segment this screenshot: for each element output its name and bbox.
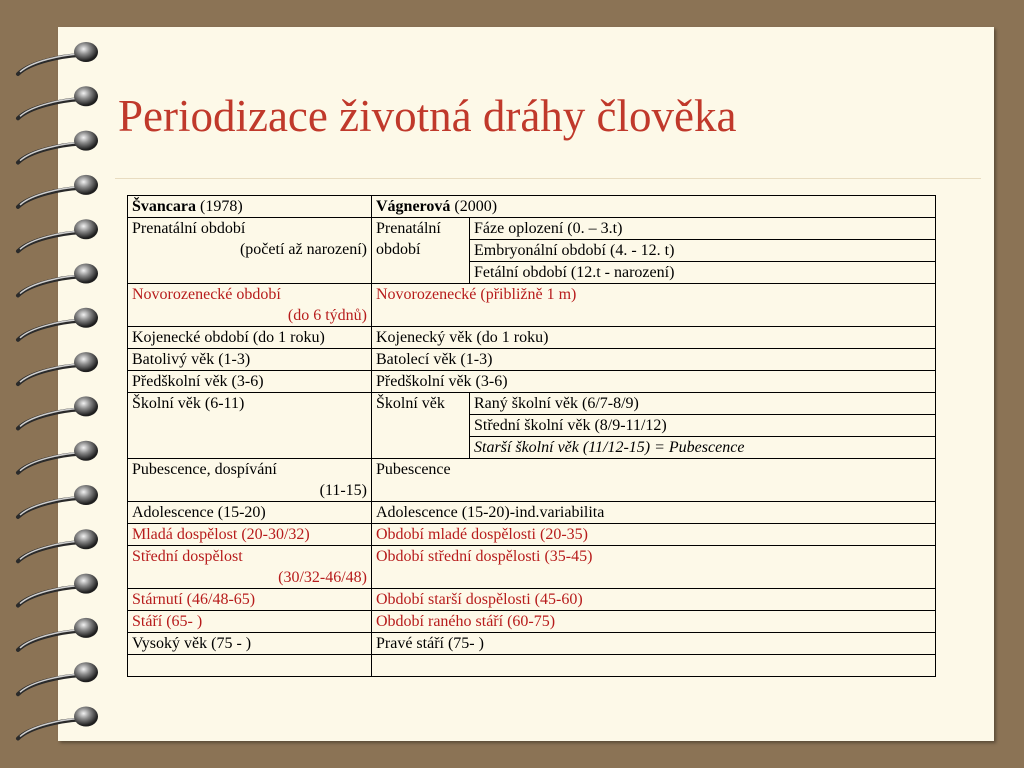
table-row: [128, 349, 936, 371]
cell-prenatal-vagnerova: Prenatální období: [372, 218, 470, 284]
cell-middle-adult-svancara: [128, 546, 372, 589]
cell-school-vagnerova: Školní věk: [372, 393, 470, 459]
cell-text: Prenatální období: [132, 220, 246, 237]
cell-adolescence-svancara: Adolescence (15-20): [128, 502, 372, 524]
page-title: Periodizace životná dráhy člověka: [118, 91, 737, 141]
cell-preschool-svancara: Předškolní věk (3-6): [128, 371, 372, 393]
cell-text: (početí až narození): [239, 241, 367, 258]
spiral-ring: [18, 219, 98, 251]
spiral-ring: [18, 485, 98, 517]
spiral-ring: [18, 308, 98, 340]
cell-very-old-svancara: Vysoký věk (75 - ): [128, 633, 372, 655]
spiral-ring: [18, 131, 98, 163]
cell-preschool-vagnerova: Předškolní věk (3-6): [372, 371, 936, 393]
spiral-binding: [0, 0, 110, 768]
header-svancara: [128, 196, 372, 218]
cell-prenatal-sub-1: Fáze oplození (0. – 3.t): [470, 218, 936, 240]
spiral-ring: [18, 264, 98, 296]
spiral-ring: [18, 618, 98, 650]
cell-puberty-vagnerova: Pubescence: [372, 459, 936, 502]
table-row: [128, 524, 936, 546]
spiral-ring: [18, 396, 98, 428]
cell-adolescence-vagnerova: Adolescence (15-20)-ind.variabilita: [372, 502, 936, 524]
cell-prenatal-sub-3: Fetální období (12.t - narození): [470, 262, 936, 284]
cell-very-old-vagnerova: Pravé stáří (75- ): [372, 633, 936, 655]
header-year-svancara: (1978): [196, 198, 243, 215]
spiral-ring: [18, 529, 98, 561]
cell-school-sub-3: Starší školní věk (11/12-15) = Pubescence: [470, 437, 936, 459]
cell-puberty-svancara: [128, 459, 372, 502]
cell-old-age-svancara: Stáří (65- ): [128, 611, 372, 633]
spiral-ring: [18, 707, 98, 739]
table-row: [128, 546, 936, 589]
cell-young-adult-svancara: Mladá dospělost (20-30/32): [128, 524, 372, 546]
spiral-ring: [18, 352, 98, 384]
cell-text: Střední dospělost: [132, 548, 243, 565]
header-author-svancara: Švancara: [132, 198, 196, 215]
table-row: [128, 218, 936, 240]
cell-text: (30/32-46/48): [278, 569, 367, 586]
spiral-ring: [18, 42, 98, 74]
spiral-ring: [18, 86, 98, 118]
table-row: [128, 327, 936, 349]
cell-text: Novorozenecké období: [132, 286, 281, 303]
cell-prenatal-svancara: [128, 218, 372, 284]
cell-young-adult-vagnerova: Období mladé dospělosti (20-35): [372, 524, 936, 546]
table-row: [128, 393, 936, 415]
cell-old-age-vagnerova: Období raného stáří (60-75): [372, 611, 936, 633]
spiral-ring: [18, 574, 98, 606]
table-row: [128, 284, 936, 327]
cell-text: (do 6 týdnů): [287, 307, 367, 324]
cell-school-sub-2: Střední školní věk (8/9-11/12): [470, 415, 936, 437]
cell-infant-svancara: Kojenecké období (do 1 roku): [128, 327, 372, 349]
cell-newborn-vagnerova: Novorozenecké (přibližně 1 m): [372, 284, 936, 327]
table-row: [128, 502, 936, 524]
title-divider: [115, 178, 981, 179]
cell-toddler-vagnerova: Batolecí věk (1-3): [372, 349, 936, 371]
table-row-empty: [128, 655, 936, 677]
cell-aging-vagnerova: Období starší dospělosti (45-60): [372, 589, 936, 611]
spiral-ring: [18, 662, 98, 694]
header-year-vagnerova: (2000): [450, 198, 498, 215]
table-row: [128, 459, 936, 502]
cell-toddler-svancara: Batolivý věk (1-3): [128, 349, 372, 371]
cell-infant-vagnerova: Kojenecký věk (do 1 roku): [372, 327, 936, 349]
spiral-ring: [18, 175, 98, 207]
spiral-ring: [18, 441, 98, 473]
table-row: [128, 589, 936, 611]
cell-text: (11-15): [319, 482, 367, 499]
periodization-table: [127, 195, 936, 677]
cell-aging-svancara: Stárnutí (46/48-65): [128, 589, 372, 611]
cell-text: Pubescence, dospívání: [132, 461, 277, 478]
table-header-row: [128, 196, 936, 218]
cell-empty-vagnerova: [372, 655, 936, 677]
cell-newborn-svancara: [128, 284, 372, 327]
header-author-vagnerova: Vágnerová: [376, 198, 451, 215]
table-row: [128, 611, 936, 633]
cell-school-svancara: Školní věk (6-11): [128, 393, 372, 459]
cell-empty-svancara: [128, 655, 372, 677]
header-vagnerova: [372, 196, 936, 218]
cell-prenatal-sub-2: Embryonální období (4. - 12. t): [470, 240, 936, 262]
cell-school-sub-1: Raný školní věk (6/7-8/9): [470, 393, 936, 415]
table-row: [128, 371, 936, 393]
cell-middle-adult-vagnerova: Období střední dospělosti (35-45): [372, 546, 936, 589]
table-row: [128, 633, 936, 655]
